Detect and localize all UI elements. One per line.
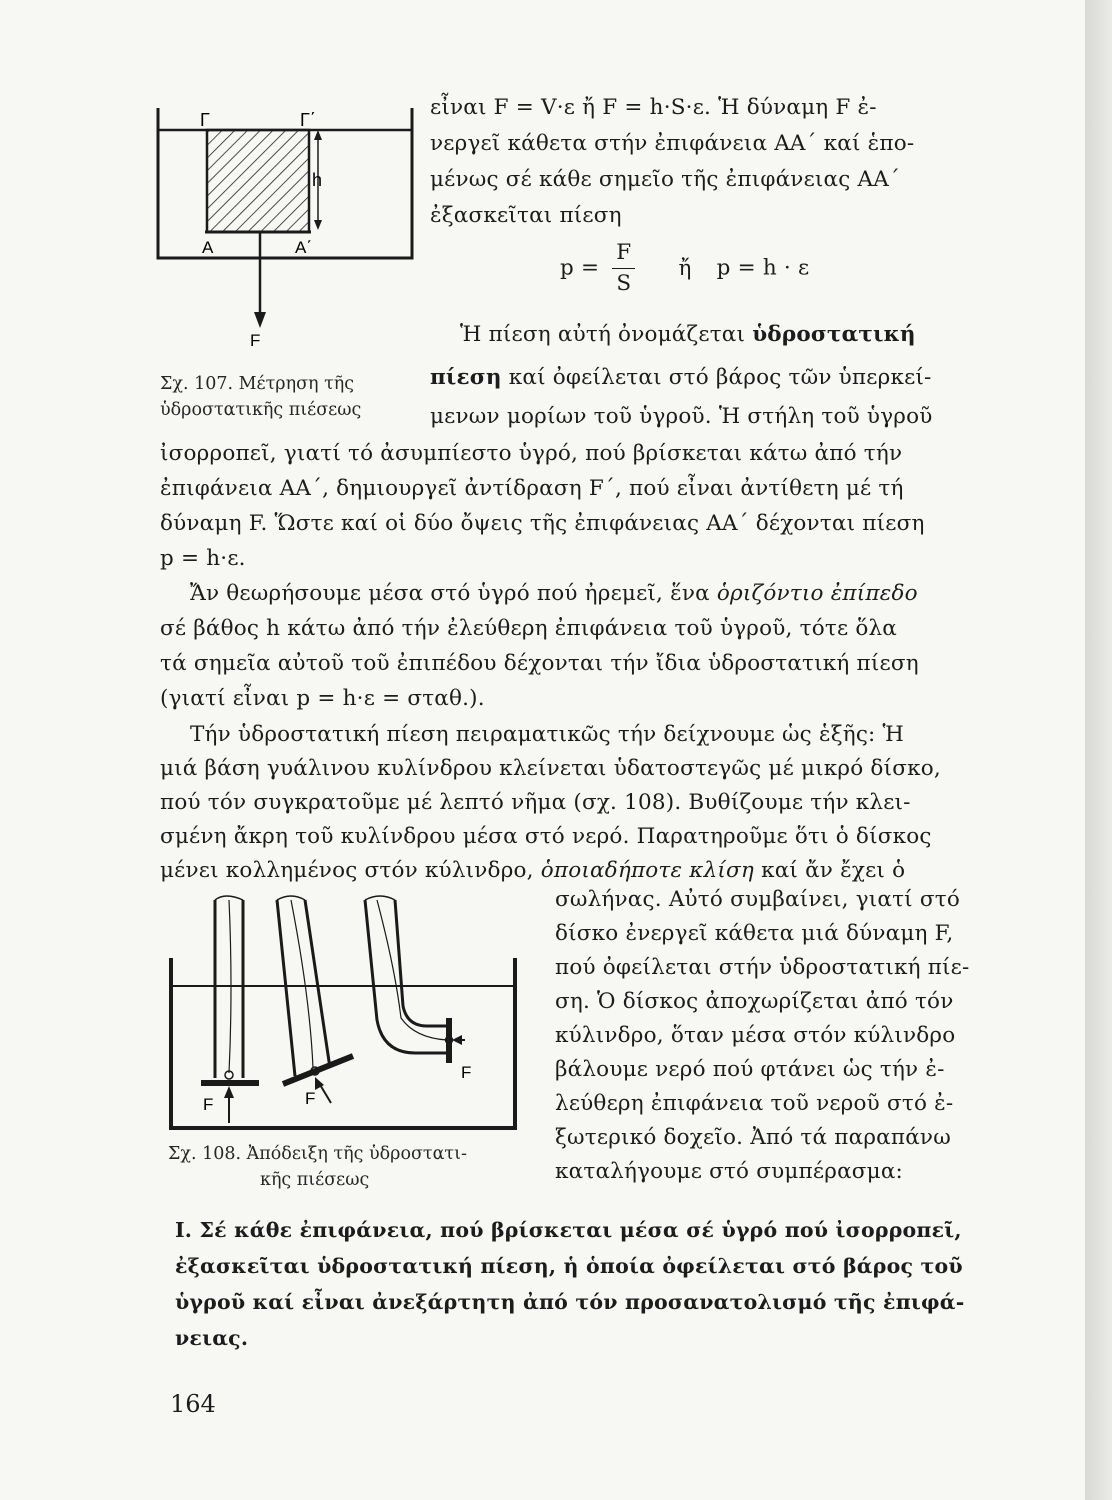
formula-numerator: F xyxy=(612,238,635,269)
text-line: p = h·ε. xyxy=(160,546,246,571)
fig108-label-F3: F xyxy=(461,1063,472,1082)
text-line: σμένη ἄκρη τοῦ κυλίνδρου μέσα στό νερό. Παρατηροῦμε ὅτι ὁ δίσκος xyxy=(160,824,932,849)
text-line xyxy=(430,361,932,394)
conclusion-line: νειας. xyxy=(175,1326,249,1350)
text-line: ση. Ὁ δίσκος ἀποχωρίζεται ἀπό τόν xyxy=(555,989,954,1014)
text-line: δύναμη F. Ὥστε καί οἱ δύο ὄψεις τῆς ἐπιφάνειας ΑΑ΄ δέχονται πίεση xyxy=(160,511,925,536)
text-span: καί ἄν ἔχει ὁ xyxy=(761,858,906,883)
text-line: μένως σέ κάθε σημεῖο τῆς ἐπιφάνειας ΑΑ΄ xyxy=(430,167,900,192)
formula-rhs: p = h · ε xyxy=(716,255,810,281)
text-line: σέ βάθος h κάτω ἀπό τήν ἐλεύθερη ἐπιφάνεια τοῦ ὑγροῦ, τότε ὅλα xyxy=(160,616,898,641)
conclusion-line: ὑγροῦ καί εἶναι ἀνεξάρτητη ἀπό τόν προσανατολισμό τῆς ἐπιφά- xyxy=(175,1290,965,1314)
bold-term: πίεση xyxy=(430,365,502,390)
page-number: 164 xyxy=(170,1390,216,1418)
text-line xyxy=(460,318,916,351)
text-line: ἐξασκεῖται πίεση xyxy=(430,203,622,228)
fig107-label-A: Α xyxy=(202,238,214,257)
fig107-caption-line2: ὑδροστατικῆς πιέσεως xyxy=(160,400,362,420)
text-line xyxy=(190,577,918,610)
fig107-label-h: h xyxy=(312,170,323,190)
conclusion-line: Ι. Σέ κάθε ἐπιφάνεια, πού βρίσκεται μέσα σέ ὑγρό πού ἰσορροπεῖ, xyxy=(175,1218,962,1242)
text-line: ἐπιφάνεια ΑΑ΄, δημιουργεῖ ἀντίδραση F΄, πού εἶναι ἀντίθετη μέ τή xyxy=(160,476,904,501)
conclusion-line: ἐξασκεῖται ὑδροστατική πίεση, ἡ ὁποία ὀφείλεται στό βάρος τοῦ xyxy=(175,1254,963,1278)
formula-lhs: p = xyxy=(560,255,600,281)
italic-term: ὁποιαδήποτε κλίση xyxy=(540,858,755,883)
pressure-formula xyxy=(560,238,809,299)
text-line: μιά βάση γυάλινου κυλίνδρου κλείνεται ὑδατοστεγῶς μέ μικρό δίσκο, xyxy=(160,756,941,781)
text-line: (γιατί εἶναι p = h·ε = σταθ.). xyxy=(160,686,485,711)
formula-or: ἤ xyxy=(678,255,692,281)
page-edge-shadow xyxy=(1085,0,1112,1500)
fig108-caption-line2: κῆς πιέσεως xyxy=(260,1170,370,1190)
text-line: Τήν ὑδροστατική πίεση πειραματικῶς τήν δείχνουμε ὡς ἑξῆς: Ἡ xyxy=(190,722,905,747)
formula-denominator: S xyxy=(616,271,632,296)
text-line: σωλήνας. Αὐτό συμβαίνει, γιατί στό xyxy=(555,887,960,912)
text-span: μένει κολλημένος στόν κύλινδρο, xyxy=(160,858,534,883)
fig108-caption-line1: Σχ. 108. Ἀπόδειξη τῆς ὑδροστατι- xyxy=(168,1144,467,1164)
fig108-label-F1: F xyxy=(203,1095,214,1114)
text-line: κύλινδρο, ὅταν μέσα στόν κύλινδρο xyxy=(555,1023,956,1048)
fig107-label-Gp: Γ΄ xyxy=(300,110,316,130)
text-line: μενων μορίων τοῦ ὑγροῦ. Ἡ στήλη τοῦ ὑγροῦ xyxy=(430,404,933,429)
fig107-caption-line1: Σχ. 107. Μέτρηση τῆς xyxy=(160,374,355,394)
text-line: ἰσορροπεῖ, γιατί τό ἀσυμπίεστο ὑγρό, πού βρίσκεται κάτω ἀπό τήν xyxy=(160,441,903,466)
formula-fraction xyxy=(612,238,635,299)
figure-108 xyxy=(165,888,535,1133)
text-line: εἶναι F = V·ε ἤ F = h·S·ε. Ἡ δύναμη F ἐ- xyxy=(430,95,877,120)
text-line: ξωτερικό δοχεῖο. Ἀπό τά παραπάνω xyxy=(555,1125,951,1150)
text-line: πού ὀφείλεται στήν ὑδροστατική πίε- xyxy=(555,955,970,980)
fig107-label-F: F xyxy=(250,331,261,350)
fig108-label-F2: F xyxy=(305,1089,316,1108)
text-line: λεύθερη ἐπιφάνεια τοῦ νεροῦ στό ἐ- xyxy=(555,1091,954,1116)
text-line: καταλήγουμε στό συμπέρασμα: xyxy=(555,1159,903,1184)
text-span: Ἄν θεωρήσουμε μέσα στό ὑγρό πού ἠρεμεῖ, ἕνα xyxy=(190,581,710,606)
text-line: πού τόν συγκρατοῦμε μέ λεπτό νῆμα (σχ. 108). Βυθίζουμε τήν κλει- xyxy=(160,790,911,815)
text-line: δίσκο ἐνεργεῖ κάθετα μιά δύναμη F, xyxy=(555,921,954,946)
figure-107 xyxy=(150,100,420,350)
bold-term: ὑδροστατική xyxy=(752,322,916,347)
text-line: τά σημεῖα αὐτοῦ τοῦ ἐπιπέδου δέχονται τήν ἴδια ὑδροστατική πίεση xyxy=(160,651,919,676)
fig107-label-Ap: Α΄ xyxy=(295,238,312,257)
italic-term: ὁριζόντιο ἐπίπεδο xyxy=(716,581,918,606)
fig107-label-G: Γ xyxy=(200,110,210,130)
text-span: Ἡ πίεση αὐτή ὀνομάζεται xyxy=(460,322,746,347)
text-line: νεργεῖ κάθετα στήν ἐπιφάνεια ΑΑ΄ καί ἑπο- xyxy=(430,131,915,156)
text-line: βάλουμε νερό πού φτάνει ὡς τήν ἐ- xyxy=(555,1057,945,1082)
text-span: καί ὀφείλεται στό βάρος τῶν ὑπερκεί- xyxy=(508,365,932,390)
